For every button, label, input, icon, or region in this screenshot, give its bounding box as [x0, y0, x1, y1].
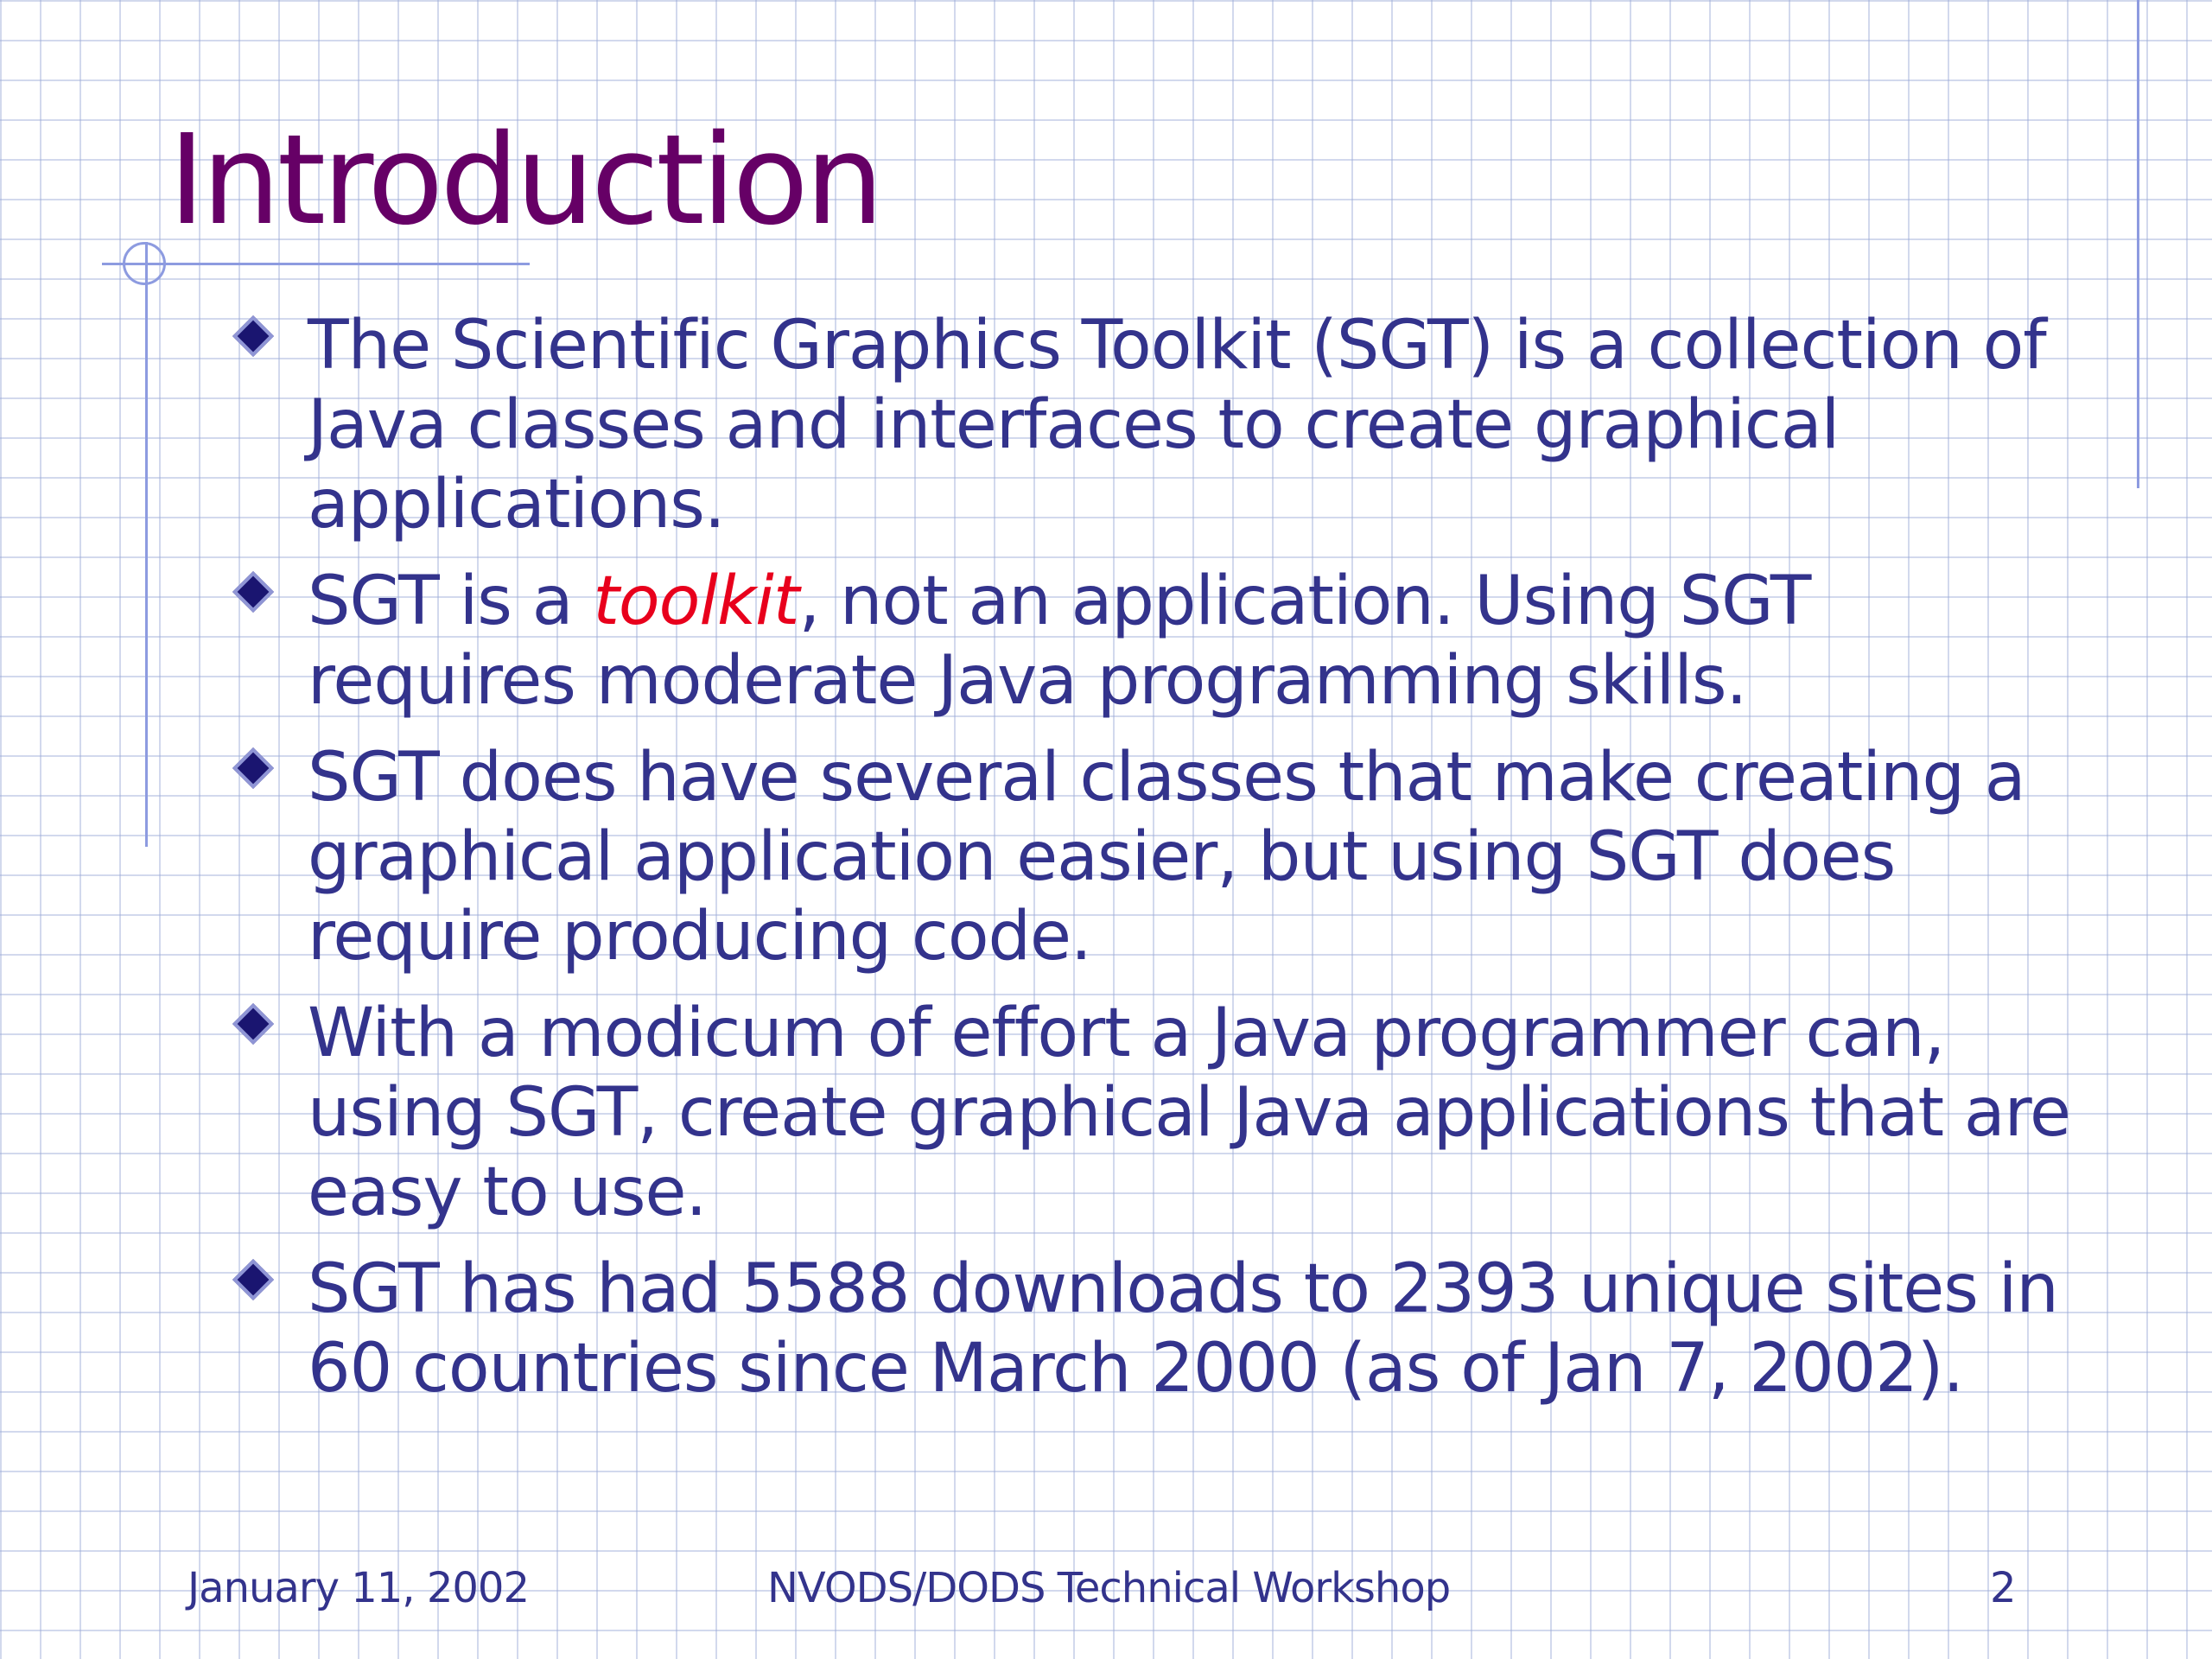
emphasized-word: toolkit	[593, 563, 799, 640]
bullet-line: Java classes and interfaces to create graphical	[308, 386, 1840, 464]
bullet-line: 60 countries since March 2000 (as of Jan 7, 2002).	[308, 1330, 1964, 1408]
diamond-bullet-icon	[232, 571, 274, 613]
diamond-bullet-icon	[232, 1003, 274, 1045]
bullet-line: SGT does have several classes that make creating a	[308, 739, 2025, 817]
bullet-line: require producing code.	[308, 898, 1091, 976]
footer-date: January 11, 2002	[188, 1564, 529, 1612]
bullet-line: With a modicum of effort a Java programmer can,	[308, 995, 1945, 1072]
bullet-line	[308, 562, 2131, 641]
bullet-text	[308, 994, 2131, 1232]
bullet-line: The Scientific Graphics Toolkit (SGT) is a collection of	[308, 307, 2046, 385]
bullet-text	[308, 306, 2131, 544]
bullet-text	[308, 562, 2131, 721]
diamond-bullet-icon	[232, 747, 274, 789]
bullet-text	[308, 738, 2131, 976]
diamond-bullet-icon	[232, 1259, 274, 1300]
bullet-text-segment: SGT is a	[308, 563, 594, 640]
slide-title: Introduction	[168, 107, 881, 252]
bullet-text	[308, 1249, 2131, 1408]
bullet-line: SGT has had 5588 downloads to 2393 unique sites in	[308, 1250, 2058, 1328]
bullet-line: easy to use.	[308, 1154, 707, 1231]
footer-page-number: 2	[1990, 1564, 2016, 1612]
bullet-line: applications.	[308, 466, 725, 543]
footer-event: NVODS/DODS Technical Workshop	[767, 1564, 1451, 1612]
bullet-text-segment: , not an application. Using SGT	[798, 563, 1811, 640]
bullet-line: using SGT, create graphical Java applications that are	[308, 1074, 2071, 1152]
diamond-bullet-icon	[232, 315, 274, 357]
bullet-line: requires moderate Java programming skills.	[308, 642, 1747, 720]
bullet-line: graphical application easier, but using SGT does	[308, 818, 1896, 896]
